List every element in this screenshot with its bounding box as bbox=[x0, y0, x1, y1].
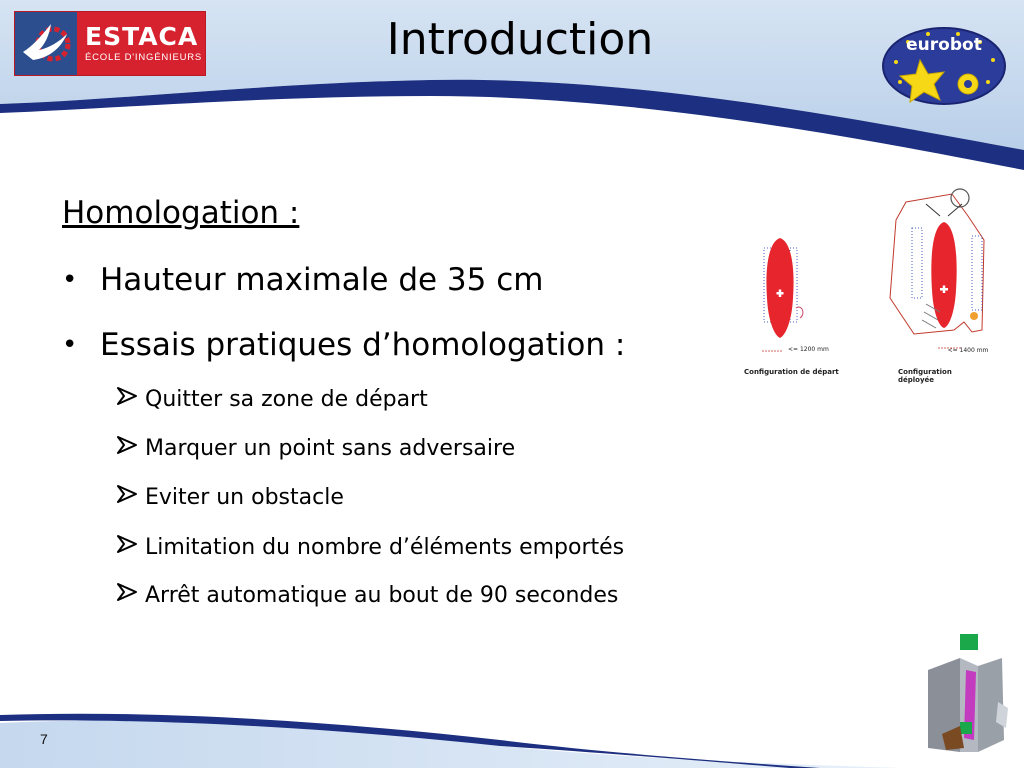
bullet-dot-icon: • bbox=[62, 330, 78, 360]
eurobot-logo bbox=[878, 22, 1010, 116]
section-heading: Homologation : bbox=[62, 195, 300, 231]
sub-item bbox=[116, 482, 344, 514]
arrow-bullet-icon bbox=[116, 384, 145, 416]
estaca-emblem-icon bbox=[15, 12, 77, 75]
arrow-bullet-icon bbox=[116, 580, 145, 612]
sub-item-text: Arrêt automatique au bout de 90 secondes bbox=[145, 583, 619, 608]
robot-configuration-figure bbox=[740, 180, 990, 385]
right-caption: Configuration déployée bbox=[898, 368, 952, 384]
left-caption: Configuration de départ bbox=[744, 368, 839, 376]
sub-item-text: Marquer un point sans adversaire bbox=[145, 436, 516, 461]
robot-3d-render bbox=[920, 630, 1012, 755]
bullet-text: Hauteur maximale de 35 cm bbox=[100, 262, 544, 298]
eurobot-logo-text: eurobot bbox=[906, 35, 982, 55]
sub-item bbox=[116, 384, 428, 416]
bullet-text: Essais pratiques d’homologation : bbox=[100, 327, 626, 363]
sub-item-text: Limitation du nombre d’éléments emportés bbox=[145, 535, 625, 560]
sub-item bbox=[116, 433, 515, 465]
footer-band bbox=[0, 721, 900, 768]
estaca-logo bbox=[14, 11, 206, 76]
slide-number: 7 bbox=[40, 731, 48, 747]
sub-item bbox=[116, 532, 624, 564]
page-title: Introduction bbox=[386, 14, 654, 65]
estaca-logo-name: ESTACA bbox=[85, 22, 199, 51]
sub-item-text: Eviter un obstacle bbox=[145, 485, 344, 510]
sub-item bbox=[116, 580, 618, 612]
left-dimension: <= 1200 mm bbox=[788, 346, 829, 353]
arrow-bullet-icon bbox=[116, 482, 145, 514]
robot-start-drawing bbox=[762, 238, 803, 351]
arrow-bullet-icon bbox=[116, 433, 145, 465]
arrow-bullet-icon bbox=[116, 532, 145, 564]
bullet-item bbox=[62, 323, 625, 367]
robot-deployed-drawing bbox=[890, 189, 984, 348]
sub-item-text: Quitter sa zone de départ bbox=[145, 387, 428, 412]
bullet-item bbox=[62, 258, 543, 302]
estaca-logo-tagline: ÉCOLE D'INGÉNIEURS bbox=[85, 52, 203, 63]
bullet-dot-icon: • bbox=[62, 265, 78, 295]
right-dimension: <= 1400 mm bbox=[947, 347, 989, 354]
